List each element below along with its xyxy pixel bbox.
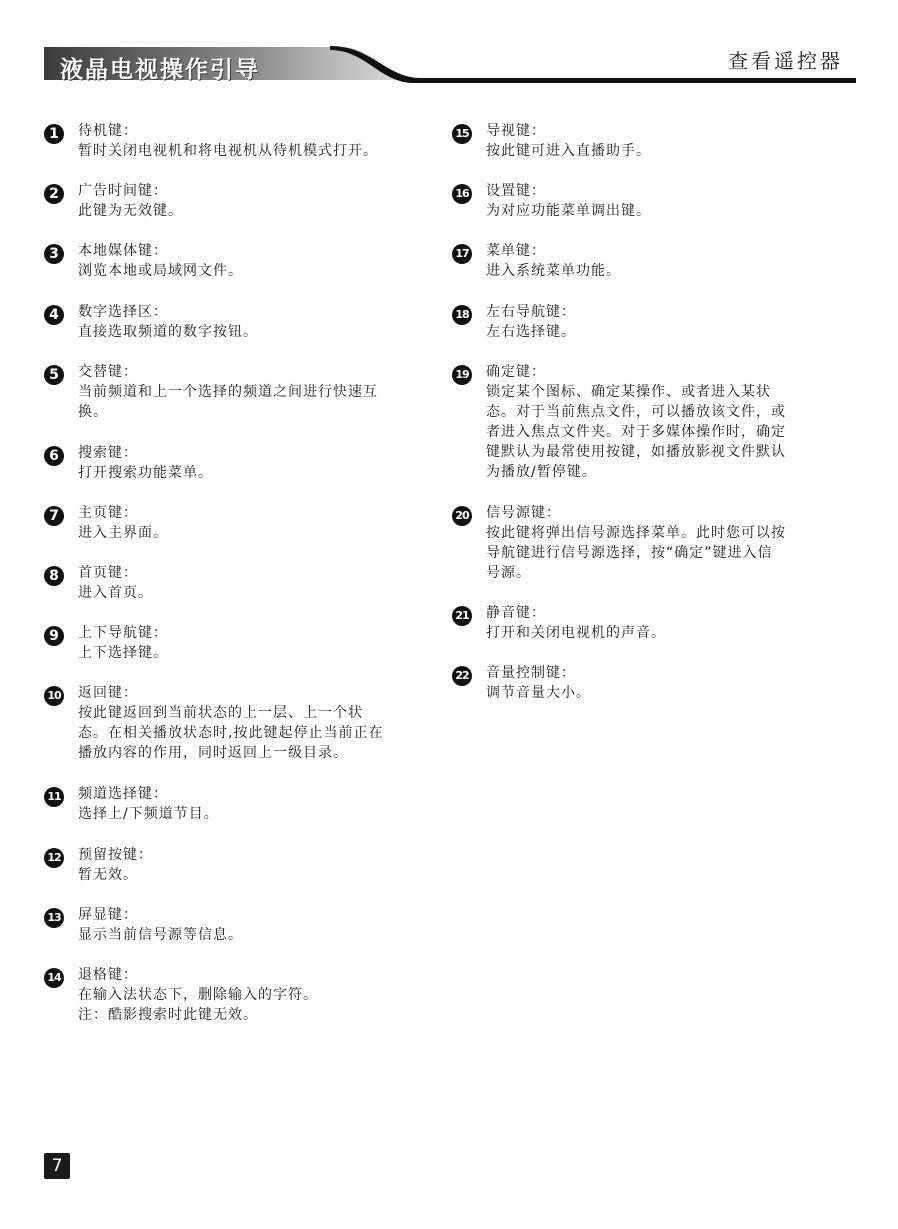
item-title: 数字选择区： bbox=[78, 304, 168, 320]
number-badge: 1 bbox=[44, 124, 64, 144]
list-item bbox=[452, 302, 576, 342]
item-title: 导视键： bbox=[486, 123, 546, 139]
item-description: 直接选取频道的数字按钮。 bbox=[78, 324, 258, 340]
item-title: 左右导航键： bbox=[486, 304, 576, 320]
list-item bbox=[44, 845, 153, 885]
item-description: 为对应功能菜单调出键。 bbox=[486, 203, 651, 219]
item-title: 频道选择键： bbox=[78, 786, 168, 802]
item-description: 锁定某个图标、确定某操作、或者进入某状 态。对于当前焦点文件，可以播放该文件，或 者进入焦点文件夹。对于多媒体操作时，确定 键默认为最常使用按键，如播放影视文件默认 为播放/暂停键。 bbox=[486, 384, 786, 480]
item-description: 选择上/下频道节目。 bbox=[78, 806, 219, 822]
item-title: 退格键： bbox=[78, 967, 138, 983]
number-badge: 15 bbox=[452, 124, 472, 144]
list-item bbox=[452, 503, 786, 583]
number-badge: 4 bbox=[44, 305, 64, 325]
item-title: 上下导航键： bbox=[78, 625, 168, 641]
list-item bbox=[44, 302, 258, 342]
number-badge: 10 bbox=[44, 686, 64, 706]
list-item bbox=[452, 362, 786, 482]
item-description: 暂时关闭电视机和将电视机从待机模式打开。 bbox=[78, 143, 378, 159]
list-item bbox=[44, 563, 153, 603]
number-badge: 14 bbox=[44, 968, 64, 988]
item-title: 首页键： bbox=[78, 565, 138, 581]
item-description: 按此键将弹出信号源选择菜单。此时您可以按 导航键进行信号源选择，按“确定”键进入信 号源。 bbox=[486, 525, 786, 581]
number-badge: 5 bbox=[44, 365, 64, 385]
item-title: 搜索键： bbox=[78, 445, 138, 461]
item-description: 左右选择键。 bbox=[486, 324, 576, 340]
item-description: 进入主界面。 bbox=[78, 525, 168, 541]
number-badge: 3 bbox=[44, 244, 64, 264]
item-description: 当前频道和上一个选择的频道之间进行快速互 换。 bbox=[78, 384, 378, 420]
list-item bbox=[452, 181, 651, 221]
item-description: 此键为无效键。 bbox=[78, 203, 183, 219]
list-item bbox=[44, 683, 383, 763]
item-description: 调节音量大小。 bbox=[486, 685, 591, 701]
number-badge: 20 bbox=[452, 506, 472, 526]
item-description: 在输入法状态下，删除输入的字符。 注：酷影搜索时此键无效。 bbox=[78, 987, 318, 1023]
list-item bbox=[452, 241, 621, 281]
number-badge: 13 bbox=[44, 908, 64, 928]
list-item bbox=[44, 965, 318, 1025]
list-item bbox=[44, 362, 378, 422]
item-description: 打开和关闭电视机的声音。 bbox=[486, 625, 666, 641]
list-item bbox=[452, 663, 591, 703]
number-badge: 17 bbox=[452, 244, 472, 264]
number-badge: 11 bbox=[44, 787, 64, 807]
item-description: 打开搜索功能菜单。 bbox=[78, 465, 213, 481]
item-description: 上下选择键。 bbox=[78, 645, 168, 661]
list-item bbox=[452, 603, 666, 643]
item-title: 屏显键： bbox=[78, 907, 138, 923]
number-badge: 9 bbox=[44, 626, 64, 646]
list-item bbox=[44, 241, 243, 281]
item-description: 显示当前信号源等信息。 bbox=[78, 927, 243, 943]
item-title: 音量控制键： bbox=[486, 665, 576, 681]
item-description: 按此键返回到当前状态的上一层、上一个状 态。在相关播放状态时,按此键起停止当前正在 播放内容的作用，同时返回上一级目录。 bbox=[78, 705, 384, 761]
list-item bbox=[44, 503, 168, 543]
list-item bbox=[44, 121, 378, 161]
document-title: 液晶电视操作引导 bbox=[60, 56, 260, 83]
item-title: 设置键： bbox=[486, 183, 546, 199]
item-description: 按此键可进入直播助手。 bbox=[486, 143, 651, 159]
number-badge: 21 bbox=[452, 606, 472, 626]
item-title: 本地媒体键： bbox=[78, 243, 168, 259]
item-title: 待机键： bbox=[78, 123, 138, 139]
list-item bbox=[44, 905, 243, 945]
page-number: 7 bbox=[44, 1153, 70, 1179]
item-title: 预留按键： bbox=[78, 847, 153, 863]
item-title: 静音键： bbox=[486, 605, 546, 621]
number-badge: 18 bbox=[452, 305, 472, 325]
list-item bbox=[44, 443, 213, 483]
item-title: 交替键： bbox=[78, 364, 138, 380]
item-description: 进入首页。 bbox=[78, 585, 153, 601]
number-badge: 2 bbox=[44, 184, 64, 204]
item-description: 浏览本地或局域网文件。 bbox=[78, 263, 243, 279]
list-item bbox=[44, 784, 219, 824]
list-item bbox=[452, 121, 651, 161]
item-title: 确定键： bbox=[486, 364, 546, 380]
number-badge: 16 bbox=[452, 184, 472, 204]
number-badge: 19 bbox=[452, 365, 472, 385]
number-badge: 7 bbox=[44, 506, 64, 526]
page-header bbox=[0, 0, 898, 100]
item-description: 暂无效。 bbox=[78, 867, 138, 883]
number-badge: 8 bbox=[44, 566, 64, 586]
number-badge: 6 bbox=[44, 446, 64, 466]
item-title: 主页键： bbox=[78, 505, 138, 521]
item-title: 返回键： bbox=[78, 685, 138, 701]
list-item bbox=[44, 623, 168, 663]
item-title: 广告时间键： bbox=[78, 183, 168, 199]
item-description: 进入系统菜单功能。 bbox=[486, 263, 621, 279]
number-badge: 22 bbox=[452, 666, 472, 686]
section-title: 查看遥控器 bbox=[728, 49, 843, 73]
item-title: 菜单键： bbox=[486, 243, 546, 259]
item-title: 信号源键： bbox=[486, 505, 561, 521]
number-badge: 12 bbox=[44, 848, 64, 868]
list-item bbox=[44, 181, 183, 221]
